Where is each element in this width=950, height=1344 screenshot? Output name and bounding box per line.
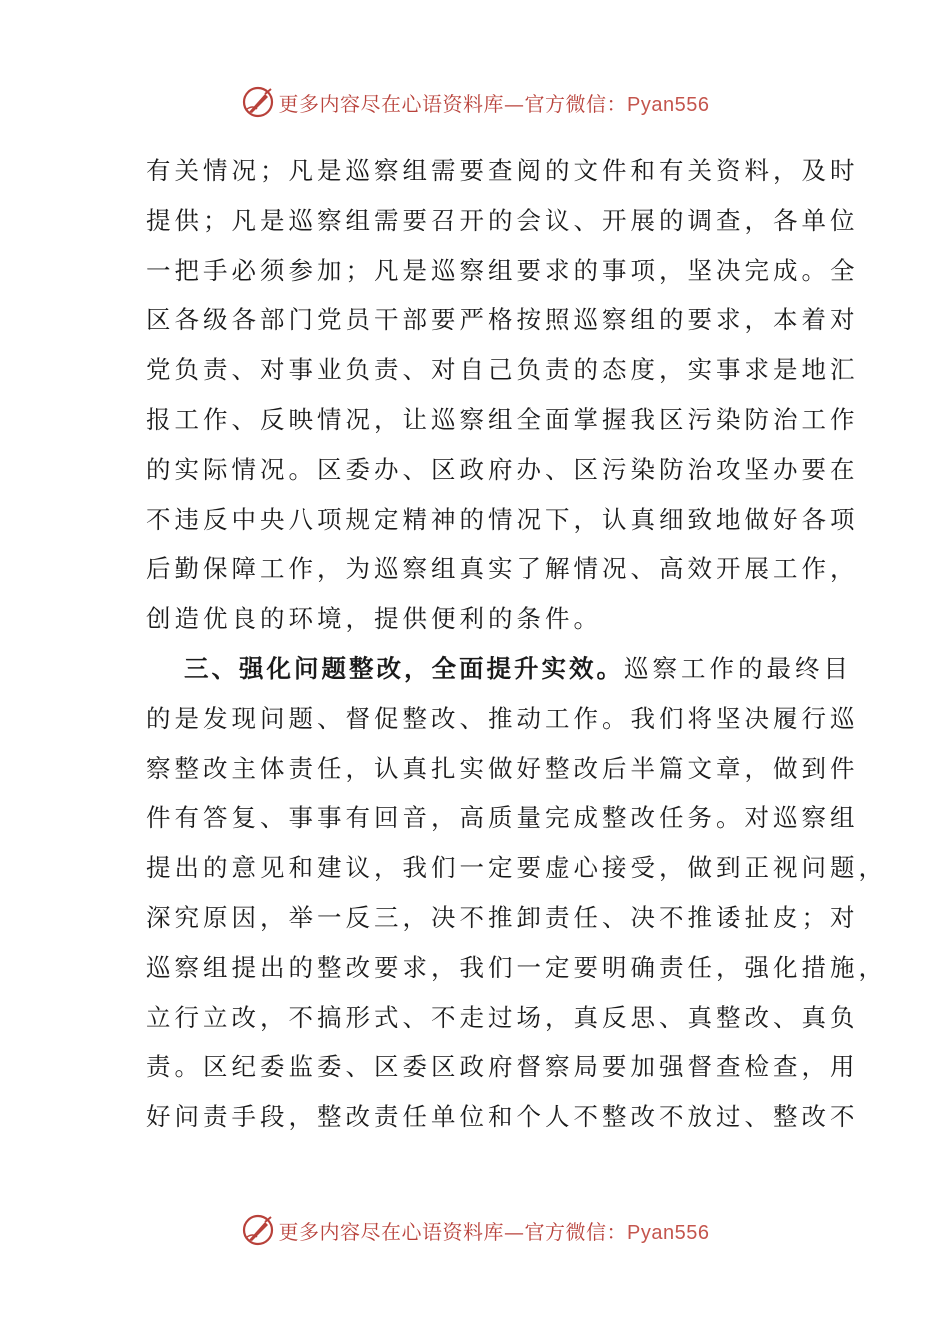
paragraph-line: 深究原因，举一反三，决不推卸责任、决不推诿扯皮；对 — [146, 902, 859, 932]
quill-logo-icon — [241, 1213, 275, 1247]
paragraph-line: 一把手必须参加；凡是巡察组要求的事项，坚决完成。全 — [146, 255, 859, 285]
paragraph-line: 创造优良的环境，提供便利的条件。 — [146, 604, 602, 634]
paragraph-line: 报工作、反映情况，让巡察组全面掌握我区污染防治工作 — [146, 404, 859, 434]
paragraph-line: 不违反中央八项规定精神的情况下，认真细致地做好各项 — [146, 504, 859, 534]
paragraph-line: 立行立改，不搞形式、不走过场，真反思、真整改、真负 — [146, 1002, 859, 1032]
paragraph-line: 后勤保障工作，为巡察组真实了解情况、高效开展工作， — [146, 554, 859, 584]
paragraph-line: 的是发现问题、督促整改、推动工作。我们将坚决履行巡 — [146, 703, 859, 733]
header-wechat-id: Pyan556 — [627, 93, 710, 116]
paragraph-line: 党负责、对事业负责、对自己负责的态度，实事求是地汇 — [146, 355, 859, 385]
document-body — [146, 146, 887, 1142]
paragraph-line: 察整改主体责任，认真扎实做好整改后半篇文章，做到件 — [146, 753, 859, 783]
header-text: 更多内容尽在心语资料库—官方微信：Pyan556 — [278, 91, 710, 116]
paragraph-line: 件有答复、事事有回音，高质量完成整改任务。对巡察组 — [146, 803, 859, 833]
paragraph-line: 有关情况；凡是巡察组需要查阅的文件和有关资料，及时 — [146, 156, 859, 185]
paragraph-line: 巡察组提出的整改要求，我们一定要明确责任，强化措施， — [146, 952, 887, 982]
footer-wechat-id: Pyan556 — [627, 1221, 710, 1244]
section-3-first-line — [146, 644, 852, 694]
header-banner — [0, 82, 950, 122]
paragraph-line: 提出的意见和建议，我们一定要虚心接受，做到正视问题， — [146, 853, 887, 883]
quill-logo-icon — [241, 85, 275, 119]
paragraph-line: 好问责手段，整改责任单位和个人不整改不放过、整改不 — [146, 1102, 859, 1132]
paragraph-line: 提供；凡是巡察组需要召开的会议、开展的调查，各单位 — [146, 205, 859, 235]
paragraph-line: 责。区纪委监委、区委区政府督察局要加强督查检查，用 — [146, 1052, 859, 1082]
footer-text: 更多内容尽在心语资料库—官方微信：Pyan556 — [278, 1219, 710, 1244]
section-3-heading: 三、强化问题整改，全面提升实效。 — [184, 653, 624, 683]
section-3-intro: 巡察工作的最终目 — [624, 653, 852, 683]
footer-banner — [0, 1210, 950, 1250]
paragraph-line: 区各级各部门党员干部要严格按照巡察组的要求，本着对 — [146, 305, 859, 335]
paragraph-line: 的实际情况。区委办、区政府办、区污染防治攻坚办要在 — [146, 454, 859, 484]
